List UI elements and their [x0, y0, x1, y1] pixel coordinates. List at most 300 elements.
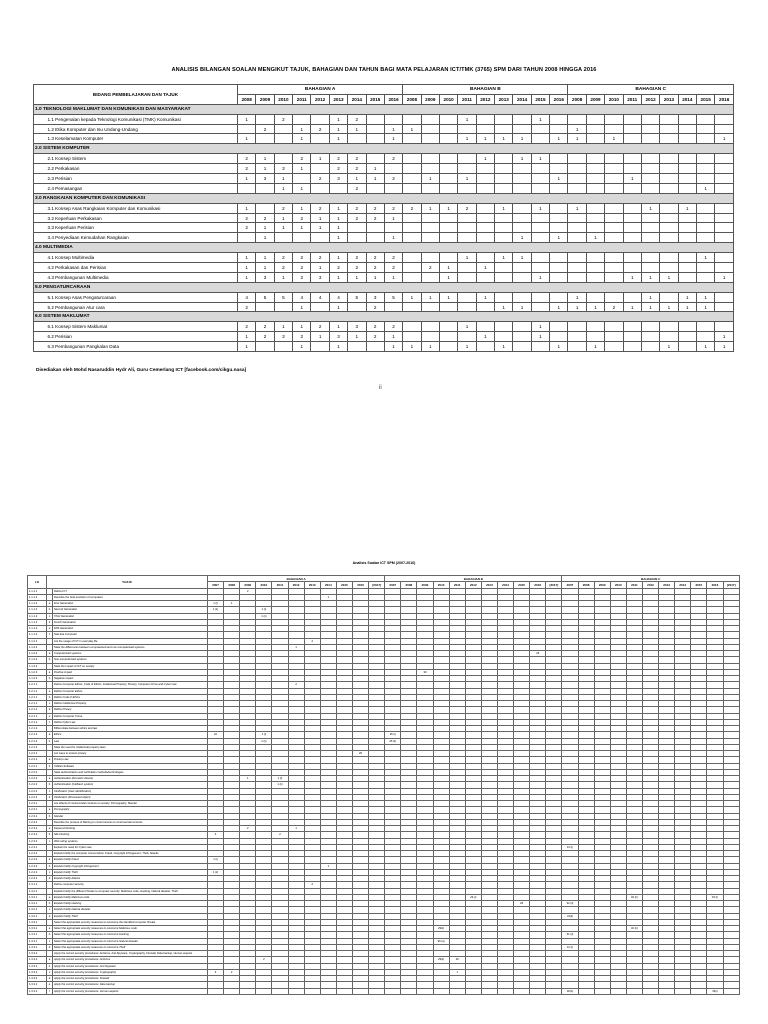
count-cell: 1 — [348, 332, 366, 342]
count-cell — [715, 124, 734, 134]
lo-code: 1.2.2.1 — [28, 757, 47, 763]
count-cell — [623, 164, 641, 174]
count-cell — [660, 154, 678, 164]
count-cell — [531, 124, 549, 134]
count-cell: 1 — [513, 233, 531, 243]
count-cell — [439, 322, 457, 332]
count-cell — [476, 322, 494, 332]
count-cell: 1 — [238, 253, 256, 263]
question-cell: 29 — [449, 957, 465, 963]
question-cell: 1 (ii) — [208, 869, 224, 875]
year-header: 2012 — [465, 582, 481, 588]
year-header: 2014 — [348, 94, 366, 104]
count-cell — [403, 223, 421, 233]
count-cell: 1 — [641, 302, 659, 312]
lo-code: 1.2.1.1 — [28, 688, 47, 694]
count-cell: 2 — [311, 174, 329, 184]
lo-code: 1.3.2.1 — [28, 894, 47, 900]
indent-cell — [34, 272, 46, 282]
count-cell — [586, 164, 604, 174]
question-cell: 26 — [530, 651, 546, 657]
lo-code: 1.3.3.2 — [28, 957, 47, 963]
sub-letter: b — [47, 607, 53, 613]
topic-label: Fifth Generation — [53, 626, 208, 632]
count-cell — [274, 134, 292, 144]
count-cell — [476, 302, 494, 312]
count-cell: 1 — [641, 272, 659, 282]
count-cell — [641, 263, 659, 273]
count-cell — [660, 322, 678, 332]
count-cell: 2 — [384, 174, 402, 184]
count-cell — [348, 342, 366, 352]
topic-row — [34, 174, 734, 184]
count-cell — [641, 322, 659, 332]
count-cell — [696, 272, 714, 282]
count-cell — [513, 263, 531, 273]
count-cell: 1 — [384, 272, 402, 282]
count-cell: 1 — [550, 174, 568, 184]
count-cell — [678, 183, 696, 193]
indent-cell — [34, 114, 46, 124]
topic-label: Positive impact — [53, 669, 208, 675]
topic-header: BIDANG PEMBELAJARAN DAN TAJUK — [34, 85, 238, 105]
count-cell — [513, 292, 531, 302]
lo-code: 1.3.2.1 — [28, 907, 47, 913]
topic-row — [34, 183, 734, 193]
topic-label: 5.2 Pembangunan Atur cara — [46, 302, 238, 312]
count-cell: 1 — [384, 342, 402, 352]
topic-label: Apply the correct security procedures: Data backup — [53, 982, 208, 988]
topic-label: Define Computer Ethics, Code of Ethics, Intellectual Property, Privacy, Computer Crime and Cyber Law — [53, 682, 208, 688]
topic-label: Explain briefly the computer crimes below: Fraud, Copyright Infringement, Theft, Attacks — [53, 851, 208, 857]
count-cell — [678, 213, 696, 223]
lo-code: 1.3.3.2 — [28, 982, 47, 988]
count-cell: 1 — [293, 322, 311, 332]
question-cell: 1 (i) — [208, 857, 224, 863]
year-header: 2007 — [385, 582, 401, 588]
question-cell — [320, 988, 336, 994]
topic-row — [34, 114, 734, 124]
count-cell — [274, 124, 292, 134]
count-cell: 2 — [293, 332, 311, 342]
count-cell — [458, 154, 476, 164]
count-cell: 2 — [238, 164, 256, 174]
lo-code: 1.3.3.2 — [28, 951, 47, 957]
indent-cell — [34, 183, 46, 193]
count-cell — [366, 124, 384, 134]
topic-label: Explain briefly Natural disaster — [53, 907, 208, 913]
count-cell — [550, 183, 568, 193]
count-cell: 1 — [293, 203, 311, 213]
count-cell: 1 — [238, 134, 256, 144]
year-header: 2013 — [659, 582, 675, 588]
year-header: 2015 — [696, 94, 714, 104]
document-title: ANALISIS BILANGAN SOALAN MENGIKUT TAJUK, BAHAGIAN DAN TAHUN BAGI MATA PELAJARAN ICT/TMK (3765) SPM DARI TAHUN 2008 HINGGA 2016 — [171, 67, 597, 73]
question-cell: 2 — [240, 826, 256, 832]
topic-row — [34, 134, 734, 144]
count-cell — [384, 183, 402, 193]
indent-cell — [34, 302, 46, 312]
count-cell: 1 — [476, 134, 494, 144]
section-row — [34, 104, 734, 114]
count-cell — [421, 154, 439, 164]
count-cell — [421, 183, 439, 193]
count-cell — [439, 223, 457, 233]
lo-code: 1.3.3.1 — [28, 932, 47, 938]
sub-letter: c — [47, 969, 53, 975]
topic-label: Utilities Software — [53, 763, 208, 769]
count-cell — [715, 213, 734, 223]
topic-label: Verification (User identification) — [53, 788, 208, 794]
lo-code: 1.2.3.1 — [28, 801, 47, 807]
count-cell — [531, 223, 549, 233]
question-cell — [578, 988, 594, 994]
count-cell: 1 — [531, 203, 549, 213]
count-cell: 1 — [458, 322, 476, 332]
lo-code: 1.3.1.1 — [28, 882, 47, 888]
count-cell: 1 — [293, 164, 311, 174]
year-header: 2010 — [274, 94, 292, 104]
count-cell — [495, 124, 513, 134]
count-cell: 1 — [439, 203, 457, 213]
topic-label: 5.1 Konsep Asas Pengaturcaraan — [46, 292, 238, 302]
indent-cell — [34, 223, 46, 233]
count-cell: 2 — [348, 154, 366, 164]
count-cell — [403, 154, 421, 164]
count-cell — [458, 332, 476, 342]
count-cell: 1 — [403, 342, 421, 352]
topic-label: 4.1 Konsep Multimedia — [46, 253, 238, 263]
count-cell — [458, 223, 476, 233]
count-cell — [641, 174, 659, 184]
count-cell: 1 — [329, 342, 347, 352]
lo-code: 1.1.1.2 — [28, 613, 47, 619]
count-cell — [586, 213, 604, 223]
count-cell: 3 — [329, 332, 347, 342]
question-cell: 26 — [514, 901, 530, 907]
count-cell — [660, 213, 678, 223]
count-cell — [384, 164, 402, 174]
count-cell — [256, 302, 274, 312]
count-cell: 1 — [678, 292, 696, 302]
topic-label: Privacy Law — [53, 757, 208, 763]
count-cell — [605, 272, 623, 282]
topic-label: 6.3 Pembangunan Pangkalan Data — [46, 342, 238, 352]
count-cell — [458, 164, 476, 174]
question-cell — [369, 988, 385, 994]
lo-code: 1.2.2.2 — [28, 782, 47, 788]
question-cell: 2 — [256, 957, 272, 963]
count-cell — [568, 164, 586, 174]
topic-label: Select the appropriate security measures to overcome Natural disaster — [53, 938, 208, 944]
count-cell: 1 — [293, 223, 311, 233]
count-cell — [568, 233, 586, 243]
question-cell — [224, 988, 240, 994]
question-cell — [675, 988, 691, 994]
count-cell — [495, 263, 513, 273]
count-cell — [421, 164, 439, 174]
count-cell: 1 — [696, 342, 714, 352]
count-cell — [495, 183, 513, 193]
count-cell: 1 — [348, 174, 366, 184]
question-cell: 1 (ii) — [272, 782, 288, 788]
section-row — [34, 193, 734, 203]
count-cell: 2 — [256, 332, 274, 342]
count-cell — [660, 253, 678, 263]
topic-row — [34, 164, 734, 174]
question-cell — [240, 988, 256, 994]
count-cell: 1 — [256, 164, 274, 174]
question-cell: 1 (i) — [208, 601, 224, 607]
count-cell — [605, 322, 623, 332]
count-cell — [384, 302, 402, 312]
topic-label: Apply the correct security procedures: Firewall — [53, 976, 208, 982]
year-header: 2016 — [384, 94, 402, 104]
count-cell — [678, 272, 696, 282]
count-cell — [256, 342, 274, 352]
count-cell — [421, 124, 439, 134]
lo-code: 1.3.3.1 — [28, 938, 47, 944]
sub-letter: d — [47, 944, 53, 950]
count-cell — [660, 203, 678, 213]
count-cell: 1 — [550, 302, 568, 312]
count-cell — [623, 134, 641, 144]
count-cell: 2 — [238, 322, 256, 332]
count-cell — [586, 124, 604, 134]
count-cell — [476, 174, 494, 184]
count-cell — [403, 114, 421, 124]
question-analysis-table — [27, 575, 740, 995]
count-cell — [531, 174, 549, 184]
topic-label: 2.3 Perisian — [46, 174, 238, 184]
count-cell: 1 — [513, 302, 531, 312]
count-cell: 1 — [586, 342, 604, 352]
question-cell — [401, 988, 417, 994]
year-header: 2008 — [401, 582, 417, 588]
topic-label: Define Privacy — [53, 707, 208, 713]
count-cell — [531, 213, 549, 223]
count-cell — [513, 223, 531, 233]
count-cell: 1 — [715, 272, 734, 282]
count-cell: 1 — [256, 253, 274, 263]
count-cell: 1 — [256, 154, 274, 164]
count-cell — [495, 164, 513, 174]
count-cell — [660, 183, 678, 193]
count-cell: 1 — [274, 223, 292, 233]
count-cell — [696, 263, 714, 273]
topic-label: Apply the correct security procedures: Human aspects — [53, 988, 208, 994]
lo-code: 1.2.3.2 — [28, 838, 47, 844]
count-cell: 1 — [311, 263, 329, 273]
count-cell: 1 — [458, 174, 476, 184]
count-cell — [293, 114, 311, 124]
topic-label: Authentication (biometric device) — [53, 776, 208, 782]
count-cell: 2 — [293, 154, 311, 164]
count-cell — [238, 124, 256, 134]
sub-letter: c — [47, 938, 53, 944]
count-cell — [531, 302, 549, 312]
count-cell: 2 — [348, 183, 366, 193]
topic-label: 6.2 Perisian — [46, 332, 238, 342]
topic-label: 2.4 Pemasangan — [46, 183, 238, 193]
year-header: 2015 — [514, 582, 530, 588]
indent-cell — [34, 263, 46, 273]
indent-cell — [34, 213, 46, 223]
year-header: 2009 — [240, 582, 256, 588]
count-cell — [715, 174, 734, 184]
count-cell — [458, 272, 476, 282]
count-cell: 1 — [513, 253, 531, 263]
topic-label: State authentication and verification methods/technologies — [53, 769, 208, 775]
sub-letter: e — [47, 982, 53, 988]
lo-code: 1.1.2.3 — [28, 676, 47, 682]
topic-label: List the usage of ICT in everyday life — [53, 638, 208, 644]
lo-code: 1.3.3.1 — [28, 926, 47, 932]
sub-letter: f — [47, 632, 53, 638]
lo-code: 1.3.3.2 — [28, 976, 47, 982]
count-cell — [439, 342, 457, 352]
topic-label: 1.1 Pengenalan kepada Teknologi Komunikasi (TMK) Komunikasi — [46, 114, 238, 124]
question-cell: 1 (i) — [272, 776, 288, 782]
count-cell — [660, 174, 678, 184]
question-cell — [449, 988, 465, 994]
lo-code: 1.2.2.2 — [28, 769, 47, 775]
count-cell: 1 — [476, 263, 494, 273]
count-cell: 2 — [293, 213, 311, 223]
count-cell — [531, 342, 549, 352]
sub-letter: e — [47, 626, 53, 632]
question-cell — [610, 988, 626, 994]
topic-label: Explain briefly the different threats to computer security: Malicious code, Hacking, Natural disaster, Theft — [53, 888, 208, 894]
count-cell: 2 — [329, 154, 347, 164]
year-header: 2012 — [642, 582, 658, 588]
count-cell — [311, 233, 329, 243]
sub-letter: b — [47, 863, 53, 869]
count-cell: 1 — [660, 272, 678, 282]
sub-letter: d — [47, 794, 53, 800]
count-cell — [550, 263, 568, 273]
count-cell — [403, 322, 421, 332]
count-cell — [696, 154, 714, 164]
count-cell — [495, 213, 513, 223]
section-title: 5.0 PENGATURCARAAN — [34, 282, 734, 292]
count-cell — [495, 322, 513, 332]
sub-letter: c — [47, 907, 53, 913]
count-cell: 1 — [531, 154, 549, 164]
count-cell — [513, 272, 531, 282]
count-cell — [605, 164, 623, 174]
count-cell: 2 — [421, 263, 439, 273]
count-cell: 1 — [384, 213, 402, 223]
topic-row — [34, 154, 734, 164]
count-cell — [586, 203, 604, 213]
count-cell: 1 — [238, 114, 256, 124]
section-title: 4.0 MULTIMEDIA — [34, 243, 734, 253]
count-cell: 4 — [311, 292, 329, 302]
count-cell: 2 — [238, 223, 256, 233]
lo-code: 1.1.1.2 — [28, 626, 47, 632]
year-header: 2007 — [208, 582, 224, 588]
sub-letter: b — [47, 813, 53, 819]
count-cell: 1 — [274, 322, 292, 332]
count-cell — [660, 263, 678, 273]
count-cell — [550, 332, 568, 342]
year-header: 2013 — [481, 582, 497, 588]
year-header: 2013 — [660, 94, 678, 104]
indent-cell — [34, 233, 46, 243]
count-cell — [476, 213, 494, 223]
count-cell: 1 — [348, 272, 366, 282]
question-cell: 32 (ii) — [626, 926, 642, 932]
count-cell: 2 — [348, 114, 366, 124]
year-header: 2008 — [238, 94, 256, 104]
count-cell — [311, 302, 329, 312]
sub-letter: d — [47, 913, 53, 919]
count-cell: 1 — [384, 124, 402, 134]
count-cell: 1 — [293, 124, 311, 134]
count-cell — [403, 253, 421, 263]
count-cell — [476, 203, 494, 213]
sub-letter: a — [47, 926, 53, 932]
topic-label: 6.1 Konsep Sistem Maklumat — [46, 322, 238, 332]
indent-cell — [34, 332, 46, 342]
count-cell — [568, 272, 586, 282]
count-cell — [495, 272, 513, 282]
count-cell — [495, 332, 513, 342]
question-cell — [336, 988, 352, 994]
count-cell — [476, 342, 494, 352]
count-cell: 1 — [513, 134, 531, 144]
count-cell — [550, 213, 568, 223]
count-cell: 1 — [568, 203, 586, 213]
count-cell: 2 — [458, 203, 476, 213]
year-header: 2011 — [272, 582, 288, 588]
lo-code: 1.2.1.1 — [28, 694, 47, 700]
topic-label: Describe the brief evolution of computers — [53, 594, 208, 600]
count-cell — [439, 114, 457, 124]
indent-cell — [34, 174, 46, 184]
count-cell — [403, 332, 421, 342]
lo-code: 1.1.2.3 — [28, 669, 47, 675]
count-cell: 2 — [293, 253, 311, 263]
count-cell: 1 — [293, 183, 311, 193]
year-header: 2009 — [256, 94, 274, 104]
count-cell — [366, 154, 384, 164]
count-cell — [274, 233, 292, 243]
count-cell — [439, 233, 457, 243]
count-cell — [586, 253, 604, 263]
count-cell — [476, 124, 494, 134]
count-cell — [641, 183, 659, 193]
count-cell: 1 — [329, 213, 347, 223]
year-header: 2012 — [476, 94, 494, 104]
count-cell: 1 — [458, 253, 476, 263]
lo-code: 1.1.2.2 — [28, 657, 47, 663]
count-cell: 1 — [384, 332, 402, 342]
count-cell — [531, 292, 549, 302]
lo-code: 1.2.1.1 — [28, 701, 47, 707]
year-header: 2009 — [586, 94, 604, 104]
year-header: 2013 — [304, 582, 320, 588]
count-cell: 2 — [366, 332, 384, 342]
count-cell: 1 — [238, 203, 256, 213]
count-cell — [421, 233, 439, 243]
section-title: 3.0 RANGKAIAN KOMPUTER DAN KOMUNIKASI — [34, 193, 734, 203]
topic-label: Define Code of Ethics — [53, 694, 208, 700]
count-cell: 2 — [274, 263, 292, 273]
count-cell — [421, 223, 439, 233]
topic-label: Apply the correct security procedures: Cryptography — [53, 969, 208, 975]
